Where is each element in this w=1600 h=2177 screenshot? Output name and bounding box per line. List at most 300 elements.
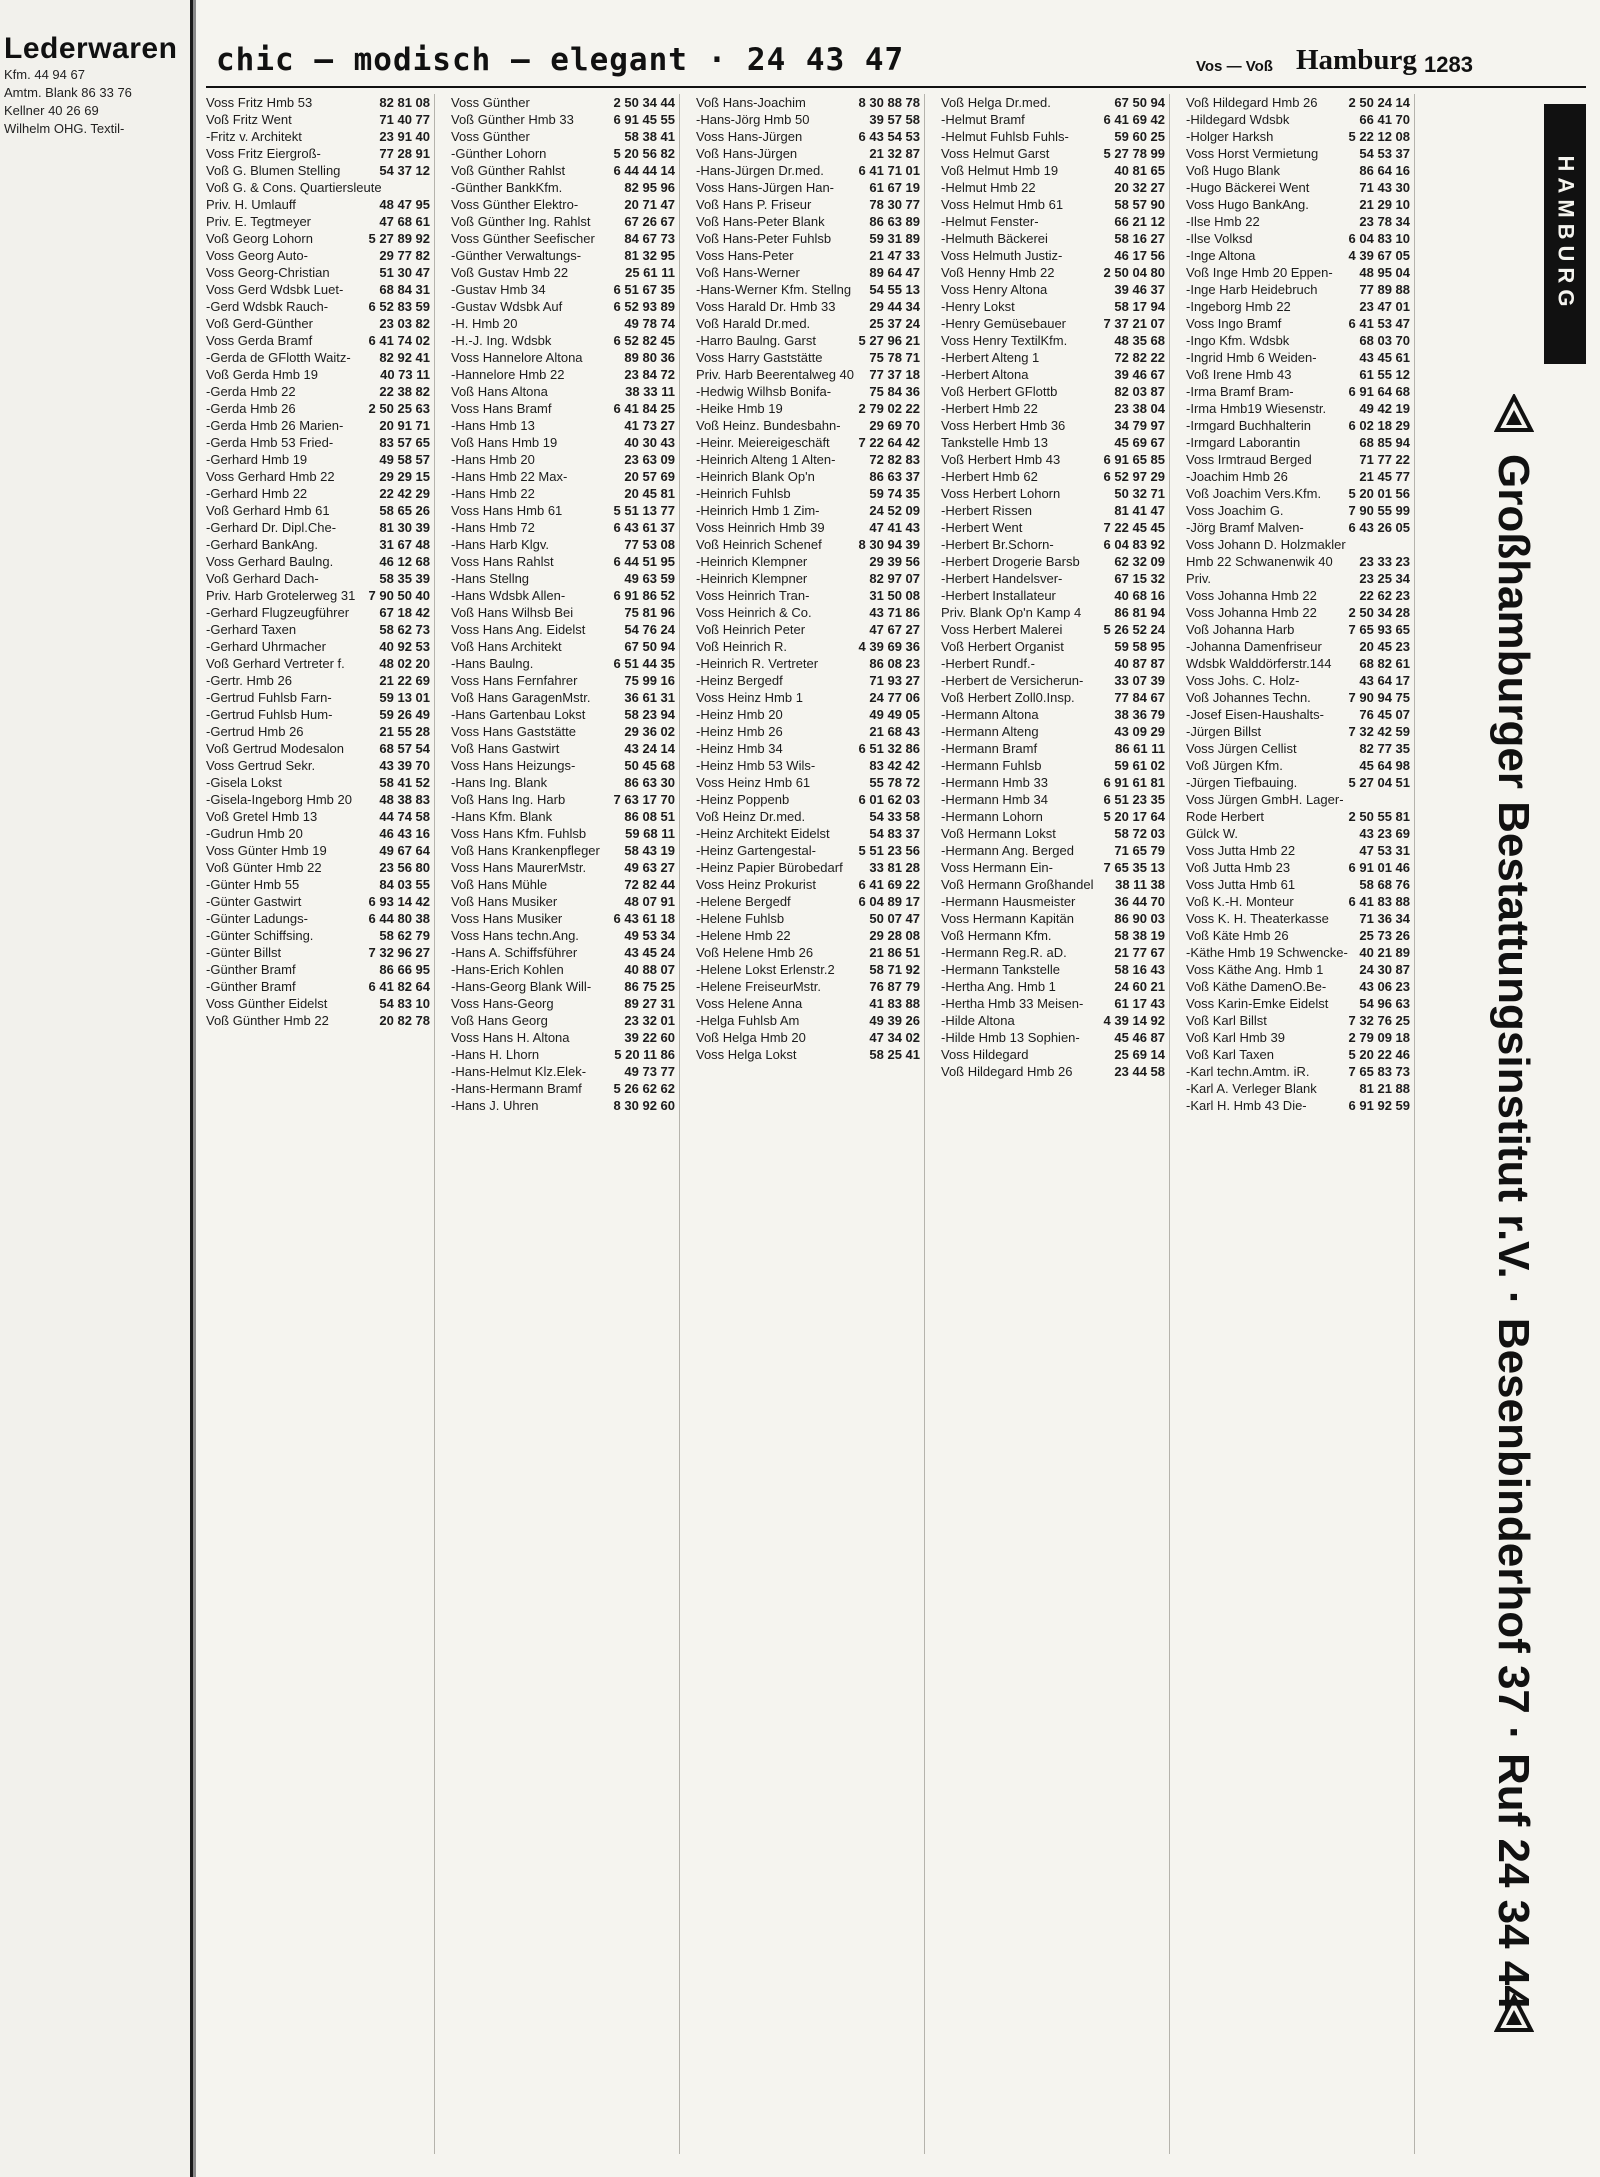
listing-name: -Hans Ing. Blank (451, 775, 548, 790)
listing-phone: 71 40 77 (379, 112, 430, 127)
listing-name: -Günther Bramf (206, 962, 296, 977)
listing-phone: 68 84 31 (379, 282, 430, 297)
listing-phone: 50 32 71 (1114, 486, 1165, 501)
listing-entry (206, 247, 430, 264)
listing-entry (206, 825, 430, 842)
listing-entry (941, 655, 1165, 672)
listing-phone: 67 50 94 (1114, 95, 1165, 110)
listing-entry (696, 179, 920, 196)
listing-name: Voss Hans Ang. Eidelst (451, 622, 586, 637)
listing-phone: 49 53 34 (624, 928, 675, 943)
listing-name: Voß Günther Ing. Rahlst (451, 214, 591, 229)
previous-page-edge (0, 0, 193, 2177)
listing-name: -Gerda Hmb 53 Fried- (206, 435, 334, 450)
city-tab-label: HAMBURG (1553, 155, 1579, 313)
listing-entry (941, 723, 1165, 740)
listing-entry (451, 791, 675, 808)
listing-name: -Günther BankKfm. (451, 180, 563, 195)
listing-phone: 82 03 87 (1114, 384, 1165, 399)
listing-phone: 77 53 08 (624, 537, 675, 552)
listing-phone: 86 08 51 (624, 809, 675, 824)
listing-phone: 23 25 34 (1359, 571, 1410, 586)
listing-name: -Heinrich Blank Op'n (696, 469, 815, 484)
listing-phone: 5 27 78 99 (1103, 146, 1165, 161)
listing-phone: 49 63 27 (624, 860, 675, 875)
listing-phone: 58 65 26 (379, 503, 430, 518)
listing-entry (1186, 536, 1410, 553)
listing-name: Voss Hans Bramf (451, 401, 552, 416)
listing-phone: 6 91 64 68 (1348, 384, 1410, 399)
listing-entry (941, 468, 1165, 485)
listing-phone: 46 43 16 (379, 826, 430, 841)
listing-name: -Gerda Hmb 26 Marien- (206, 418, 344, 433)
listing-phone: 21 22 69 (379, 673, 430, 688)
listing-phone: 54 55 13 (869, 282, 920, 297)
listing-phone: 5 27 96 21 (858, 333, 920, 348)
listing-name: Voß Käthe DamenO.Be- (1186, 979, 1327, 994)
previous-page-fragment: Kfm. 44 94 67 (4, 67, 85, 82)
listing-name: -Helmut Hmb 22 (941, 180, 1036, 195)
listing-phone: 6 41 82 64 (368, 979, 430, 994)
listing-name: -H. Hmb 20 (451, 316, 518, 331)
listing-phone: 40 68 16 (1114, 588, 1165, 603)
listing-entry (1186, 774, 1410, 791)
listing-entry (206, 961, 430, 978)
listing-name: Voss Hermann Ein- (941, 860, 1053, 875)
listing-name: Voss Gerhard Hmb 22 (206, 469, 335, 484)
listing-phone: 2 50 04 80 (1103, 265, 1165, 280)
listing-phone: 58 72 03 (1114, 826, 1165, 841)
listing-name: Wdsbk Walddörferstr.144 (1186, 656, 1332, 671)
listing-entry (696, 927, 920, 944)
listing-name: -Herbert Altona (941, 367, 1029, 382)
listing-phone: 23 91 40 (379, 129, 430, 144)
listing-name: Voß Herbert GFlottb (941, 384, 1058, 399)
listing-phone: 6 52 82 45 (613, 333, 675, 348)
listing-entry (1186, 213, 1410, 230)
listing-phone: 6 04 89 17 (858, 894, 920, 909)
listing-name: -Günter Gastwirt (206, 894, 302, 909)
listing-entry (941, 978, 1165, 995)
listing-name: Priv. H. Umlauff (206, 197, 296, 212)
listing-name: Voß K.-H. Monteur (1186, 894, 1294, 909)
listing-phone: 48 02 20 (379, 656, 430, 671)
listing-name: Voss Hans techn.Ang. (451, 928, 579, 943)
listing-entry (941, 876, 1165, 893)
listing-phone: 6 52 93 89 (613, 299, 675, 314)
previous-page-fragment: Amtm. Blank 86 33 76 (4, 85, 132, 100)
listing-entry (451, 519, 675, 536)
listing-entry (1186, 451, 1410, 468)
listing-phone: 5 27 89 92 (368, 231, 430, 246)
listing-entry (941, 383, 1165, 400)
listing-entry (451, 587, 675, 604)
listing-phone: 77 37 18 (869, 367, 920, 382)
listing-entry (451, 604, 675, 621)
listing-phone: 23 03 82 (379, 316, 430, 331)
listing-phone: 2 50 55 81 (1348, 809, 1410, 824)
listing-phone: 5 20 56 82 (613, 146, 675, 161)
listing-name: Voß Hans Georg (451, 1013, 548, 1028)
listing-phone: 6 91 45 55 (613, 112, 675, 127)
listing-entry (696, 519, 920, 536)
listing-name: -Hertha Hmb 33 Meisen- (941, 996, 1084, 1011)
listing-name: Voß Gustav Hmb 22 (451, 265, 569, 280)
listing-name: Voss Günther Eidelst (206, 996, 328, 1011)
listing-entry (696, 349, 920, 366)
listing-name: -Günter Billst (206, 945, 282, 960)
listing-phone: 72 82 22 (1114, 350, 1165, 365)
listing-name: Voss Hugo BankAng. (1186, 197, 1309, 212)
listing-name: Voss Horst Vermietung (1186, 146, 1319, 161)
listing-phone: 31 50 08 (869, 588, 920, 603)
listing-name: Priv. (1186, 571, 1212, 586)
listing-name: -Helene Bergedf (696, 894, 791, 909)
listing-name: Voss Fritz Hmb 53 (206, 95, 313, 110)
listing-phone: 71 77 22 (1359, 452, 1410, 467)
listing-phone: 86 63 37 (869, 469, 920, 484)
listing-entry (1186, 842, 1410, 859)
listing-name: -Helmut Fenster- (941, 214, 1039, 229)
listing-phone: 58 57 90 (1114, 197, 1165, 212)
listing-phone: 36 61 31 (624, 690, 675, 705)
listing-name: -Karl H. Hmb 43 Die- (1186, 1098, 1307, 1113)
listing-name: -Ilse Hmb 22 (1186, 214, 1260, 229)
listing-name: -Hans-Georg Blank Will- (451, 979, 592, 994)
listing-entry (206, 774, 430, 791)
listing-entry (206, 400, 430, 417)
listing-phone: 20 32 27 (1114, 180, 1165, 195)
listing-name: Voß Hans Architekt (451, 639, 562, 654)
listing-entry (1186, 332, 1410, 349)
listing-entry (696, 587, 920, 604)
listing-name: Priv. Blank Op'n Kamp 4 (941, 605, 1082, 620)
listing-entry (696, 825, 920, 842)
listing-name: -Heike Hmb 19 (696, 401, 783, 416)
listing-phone: 7 63 17 70 (613, 792, 675, 807)
listing-phone: 8 30 92 60 (613, 1098, 675, 1113)
listing-entry (941, 94, 1165, 111)
listing-phone: 6 41 84 25 (613, 401, 675, 416)
listing-name: Voss Helga Lokst (696, 1047, 797, 1062)
listing-name: -Heinrich Fuhlsb (696, 486, 791, 501)
listing-phone: 68 82 61 (1359, 656, 1410, 671)
listing-name: Gülck W. (1186, 826, 1239, 841)
listing-phone: 45 69 67 (1114, 435, 1165, 450)
listing-phone: 6 04 83 10 (1348, 231, 1410, 246)
listing-name: -Heinz Architekt Eidelst (696, 826, 830, 841)
listing-name: -Gerd Wdsbk Rauch- (206, 299, 329, 314)
listing-phone: 20 71 47 (624, 197, 675, 212)
listing-name: -Herbert Alteng 1 (941, 350, 1040, 365)
listing-phone: 54 76 24 (624, 622, 675, 637)
listing-entry (451, 162, 675, 179)
listing-entry (941, 451, 1165, 468)
listing-entry (206, 1012, 430, 1029)
listing-phone: 29 69 70 (869, 418, 920, 433)
listing-phone: 7 32 42 59 (1348, 724, 1410, 739)
listing-name: Voß Fritz Went (206, 112, 292, 127)
listing-name: -Karl techn.Amtm. iR. (1186, 1064, 1310, 1079)
listing-entry (451, 825, 675, 842)
listing-phone: 6 41 83 88 (1348, 894, 1410, 909)
side-banner (1414, 94, 1590, 2094)
listing-name: -Helene Lokst Erlenstr.2 (696, 962, 835, 977)
listing-name: -Herbert Br.Schorn- (941, 537, 1054, 552)
listing-name: Voss Henry Altona (941, 282, 1048, 297)
listing-phone: 55 78 72 (869, 775, 920, 790)
listing-phone: 2 50 34 28 (1348, 605, 1410, 620)
listing-name: Voß Hans Musiker (451, 894, 558, 909)
listing-name: Voß Henny Hmb 22 (941, 265, 1055, 280)
listing-phone: 40 30 43 (624, 435, 675, 450)
listing-entry (1186, 757, 1410, 774)
listing-entry (206, 723, 430, 740)
listing-entry (206, 315, 430, 332)
listing-phone: 29 77 82 (379, 248, 430, 263)
listing-name: Voss Hans-Jürgen Han- (696, 180, 835, 195)
listing-phone: 54 37 12 (379, 163, 430, 178)
listing-entry (1186, 179, 1410, 196)
listing-phone: 5 26 52 24 (1103, 622, 1165, 637)
listing-phone: 5 20 22 46 (1348, 1047, 1410, 1062)
listing-name: -Henry Gemüsebauer (941, 316, 1066, 331)
listing-entry (941, 689, 1165, 706)
listing-phone: 6 43 26 05 (1348, 520, 1410, 535)
listing-phone: 6 41 71 01 (858, 163, 920, 178)
listing-phone: 2 79 02 22 (858, 401, 920, 416)
listing-entry (206, 876, 430, 893)
listing-name: -Hermann Tankstelle (941, 962, 1060, 977)
listing-name: Voss Günther (451, 95, 530, 110)
listing-name: Voß Gretel Hmb 13 (206, 809, 318, 824)
listing-entry (941, 995, 1165, 1012)
listing-entry (206, 859, 430, 876)
listing-phone: 76 45 07 (1359, 707, 1410, 722)
listing-entry (1186, 315, 1410, 332)
listing-entry (451, 1097, 675, 1114)
listing-entry (206, 94, 430, 111)
listing-phone: 58 23 94 (624, 707, 675, 722)
listing-name: Voss Jutta Hmb 61 (1186, 877, 1296, 892)
listing-phone: 67 26 67 (624, 214, 675, 229)
listing-name: Voss Helene Anna (696, 996, 803, 1011)
listing-entry (941, 400, 1165, 417)
listing-entry (941, 621, 1165, 638)
listing-entry (451, 961, 675, 978)
listing-entry (451, 638, 675, 655)
listing-phone: 6 43 61 18 (613, 911, 675, 926)
listing-phone: 58 68 76 (1359, 877, 1410, 892)
listing-name: -Hans H. Lhorn (451, 1047, 540, 1062)
listing-entry (696, 842, 920, 859)
listing-phone: 82 97 07 (869, 571, 920, 586)
listing-name: Priv. E. Tegtmeyer (206, 214, 311, 229)
listing-phone: 38 36 79 (1114, 707, 1165, 722)
funeral-logo-icon-bottom (1494, 1994, 1534, 2034)
listing-entry (1186, 961, 1410, 978)
directory-column-2 (451, 94, 680, 2154)
listing-name: -Hans Hmb 20 (451, 452, 535, 467)
listing-name: Voss Heinz Prokurist (696, 877, 816, 892)
listing-phone: 25 37 24 (869, 316, 920, 331)
listing-name: Voss Heinrich & Co. (696, 605, 812, 620)
listing-phone: 7 90 94 75 (1348, 690, 1410, 705)
listing-phone: 5 20 17 64 (1103, 809, 1165, 824)
listing-entry (451, 417, 675, 434)
listing-entry (1186, 672, 1410, 689)
listing-name: Voss Gerda Bramf (206, 333, 313, 348)
listing-name: Voss Heinz Hmb 61 (696, 775, 811, 790)
listing-name: -Hermann Hmb 34 (941, 792, 1048, 807)
listing-entry (696, 621, 920, 638)
listing-entry (696, 162, 920, 179)
listing-entry (696, 128, 920, 145)
listing-name: -Irmgard Buchhalterin (1186, 418, 1311, 433)
listing-name: Voß Heinrich R. (696, 639, 788, 654)
listing-phone: 6 41 69 22 (858, 877, 920, 892)
listing-entry (1186, 298, 1410, 315)
listing-entry (1186, 230, 1410, 247)
listing-entry (941, 230, 1165, 247)
listing-entry (1186, 604, 1410, 621)
listing-name: -Joachim Hmb 26 (1186, 469, 1288, 484)
listing-phone: 86 64 16 (1359, 163, 1410, 178)
listing-phone: 6 01 62 03 (858, 792, 920, 807)
listing-name: Voss Hans Rahlst (451, 554, 554, 569)
listing-entry (941, 264, 1165, 281)
listing-entry (206, 808, 430, 825)
listing-name: Voss Jürgen Cellist (1186, 741, 1297, 756)
listing-phone: 77 28 91 (379, 146, 430, 161)
listing-name: -Günter Schiffsing. (206, 928, 314, 943)
listing-entry (1186, 349, 1410, 366)
listing-phone: 47 41 43 (869, 520, 920, 535)
listing-entry (206, 978, 430, 995)
listing-name: -Heinrich Klempner (696, 571, 808, 586)
listing-phone: 54 96 63 (1359, 996, 1410, 1011)
listing-entry (941, 145, 1165, 162)
listing-name: Voss Helmuth Justiz- (941, 248, 1063, 263)
listing-name: Voss Hans Hmb 61 (451, 503, 563, 518)
listing-phone: 2 50 24 14 (1348, 95, 1410, 110)
listing-name: Voss Helmut Garst (941, 146, 1050, 161)
listing-phone: 6 44 44 14 (613, 163, 675, 178)
listing-name: Voß Gerda Hmb 19 (206, 367, 318, 382)
listing-name: -Herbert Handelsver- (941, 571, 1063, 586)
listing-phone: 43 06 23 (1359, 979, 1410, 994)
listing-phone: 43 24 14 (624, 741, 675, 756)
listing-phone: 75 84 36 (869, 384, 920, 399)
listing-phone: 29 39 56 (869, 554, 920, 569)
listing-phone: 5 27 04 51 (1348, 775, 1410, 790)
listing-entry (696, 706, 920, 723)
listing-phone: 86 63 30 (624, 775, 675, 790)
listing-entry (1186, 825, 1410, 842)
listing-entry (1186, 1097, 1410, 1114)
listing-entry (696, 944, 920, 961)
listing-name: Voss Irmtraud Berged (1186, 452, 1312, 467)
listing-name: Voss Hans Fernfahrer (451, 673, 578, 688)
listing-entry (206, 757, 430, 774)
listing-phone: 82 77 35 (1359, 741, 1410, 756)
listing-phone: 25 69 14 (1114, 1047, 1165, 1062)
listing-entry (206, 451, 430, 468)
listing-phone: 23 56 80 (379, 860, 430, 875)
listing-entry (1186, 485, 1410, 502)
listing-name: Voss Ingo Bramf (1186, 316, 1282, 331)
listing-entry (1186, 944, 1410, 961)
listing-name: Voß Käte Hmb 26 (1186, 928, 1289, 943)
listing-phone: 40 81 65 (1114, 163, 1165, 178)
listing-phone: 46 12 68 (379, 554, 430, 569)
listing-name: Voss Georg-Christian (206, 265, 330, 280)
listing-entry (206, 349, 430, 366)
listing-name: Voß Hans-Jürgen (696, 146, 798, 161)
listing-name: -Hermann Alteng (941, 724, 1039, 739)
listing-entry (696, 1012, 920, 1029)
listing-entry (451, 978, 675, 995)
listing-name: Voß Hans Hmb 19 (451, 435, 558, 450)
listing-entry (451, 111, 675, 128)
listing-entry (696, 774, 920, 791)
listing-phone: 59 74 35 (869, 486, 920, 501)
listing-phone: 49 73 77 (624, 1064, 675, 1079)
listing-entry (206, 893, 430, 910)
listing-entry (206, 927, 430, 944)
listing-phone: 8 30 94 39 (858, 537, 920, 552)
listing-name: -Helmut Bramf (941, 112, 1025, 127)
listing-phone: 72 82 83 (869, 452, 920, 467)
listing-phone: 66 21 12 (1114, 214, 1165, 229)
listing-name: Voß Gertrud Modesalon (206, 741, 345, 756)
listing-phone: 47 68 61 (379, 214, 430, 229)
listing-name: -Hedwig Wilhsb Bonifa- (696, 384, 832, 399)
listing-entry (696, 876, 920, 893)
listing-phone: 67 18 42 (379, 605, 430, 620)
listing-phone: 61 17 43 (1114, 996, 1165, 1011)
listing-phone: 40 92 53 (379, 639, 430, 654)
listing-name: -Herbert Rundf.- (941, 656, 1035, 671)
listing-entry (1186, 723, 1410, 740)
listing-entry (696, 859, 920, 876)
listing-name: -Johanna Damenfriseur (1186, 639, 1322, 654)
listing-phone: 22 42 29 (379, 486, 430, 501)
listing-entry (1186, 366, 1410, 383)
listing-name: Priv. Harb Beerentalweg 40 (696, 367, 855, 382)
listing-name: Voss Gerd Wdsbk Luet- (206, 282, 344, 297)
listing-phone: 61 67 19 (869, 180, 920, 195)
listing-name: -Hermann Hausmeister (941, 894, 1076, 909)
listing-entry (941, 366, 1165, 383)
listing-phone: 5 51 13 77 (613, 503, 675, 518)
listing-phone: 43 09 29 (1114, 724, 1165, 739)
listing-name: Voss Hans-Jürgen (696, 129, 803, 144)
listing-entry (1186, 570, 1410, 587)
listing-entry (1186, 808, 1410, 825)
listing-entry (451, 621, 675, 638)
listing-entry (696, 740, 920, 757)
listing-entry (1186, 502, 1410, 519)
listing-phone: 46 17 56 (1114, 248, 1165, 263)
listing-name: Voss Gertrud Sekr. (206, 758, 316, 773)
listing-name: -Gertr. Hmb 26 (206, 673, 292, 688)
listing-entry (206, 502, 430, 519)
listing-phone: 6 51 44 35 (613, 656, 675, 671)
listing-name: Voß Hans-Werner (696, 265, 800, 280)
listing-entry (451, 859, 675, 876)
listing-name: Voß Jürgen Kfm. (1186, 758, 1283, 773)
